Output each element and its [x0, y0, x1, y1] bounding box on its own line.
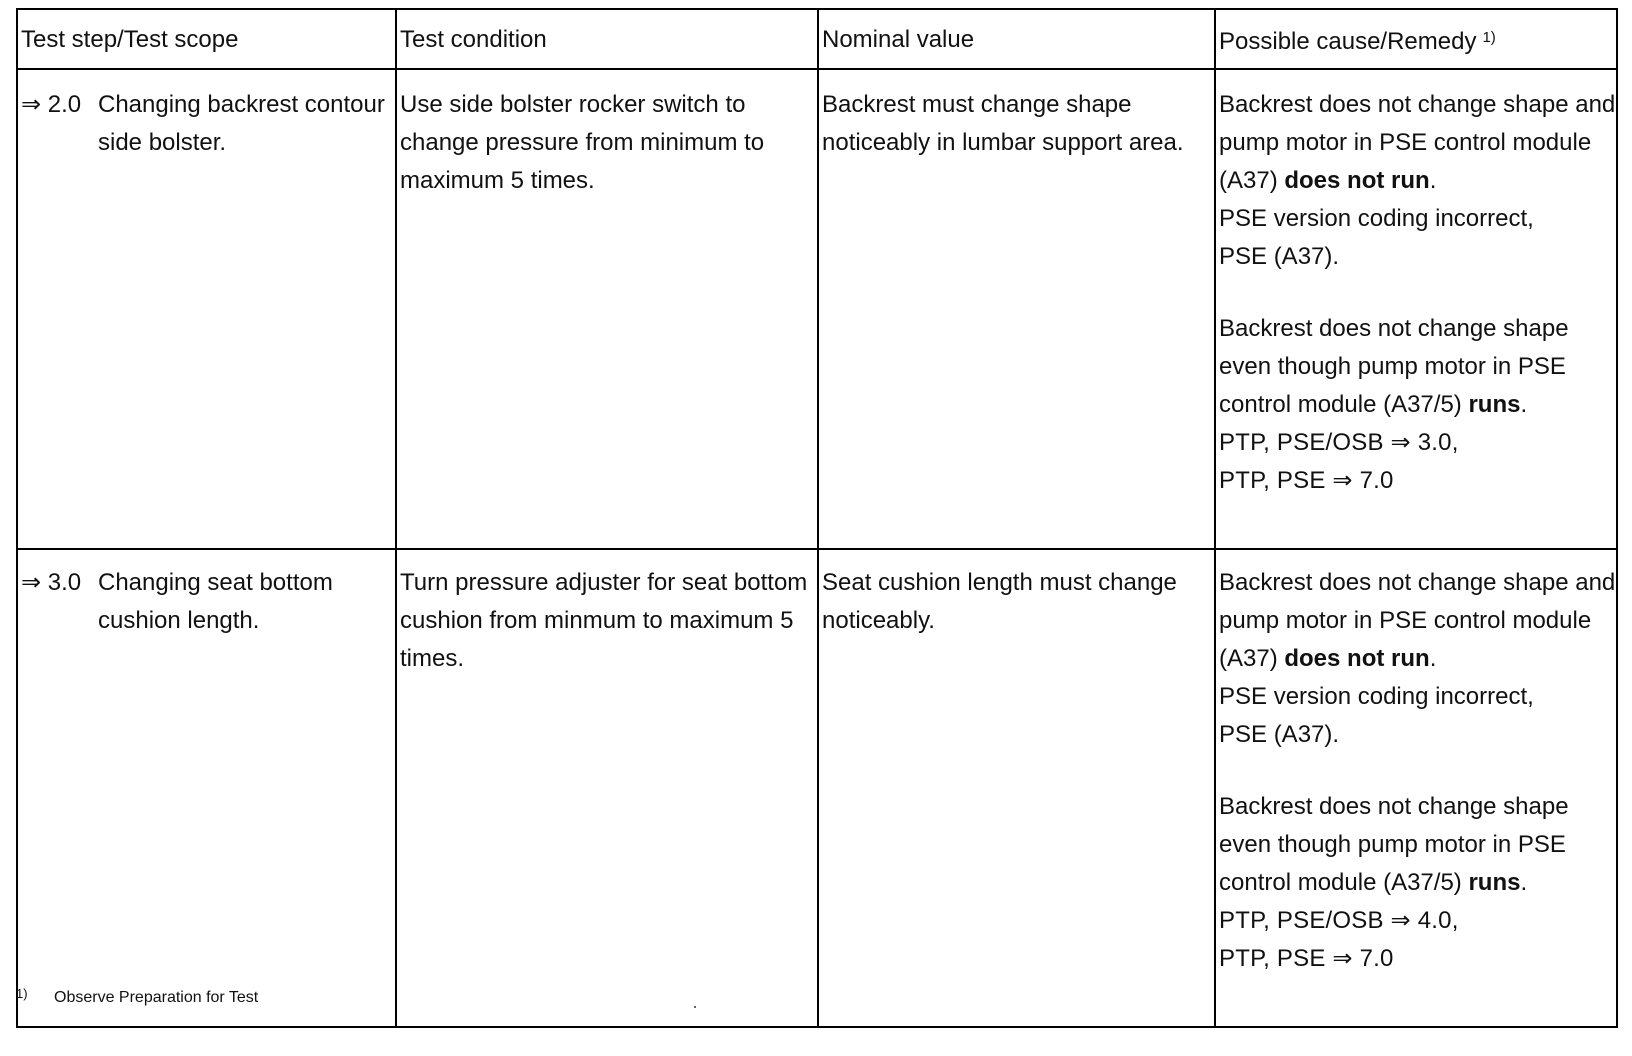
- footnote-text: Observe Preparation for Test: [54, 989, 259, 1006]
- remedy-emphasis: does not run: [1284, 645, 1430, 672]
- remedy-emphasis: runs: [1468, 391, 1521, 418]
- possible-cause-cell: [1215, 69, 1617, 549]
- remedy-reference: PTP, PSE ⇒ 7.0: [1219, 945, 1394, 972]
- remedy-end: .: [1520, 869, 1528, 896]
- remedy-block: [1219, 310, 1616, 500]
- footnote-mark: 1): [16, 986, 28, 1001]
- header-possible-cause-label: Possible cause/Remedy: [1219, 28, 1477, 55]
- test-procedure-document: [16, 8, 1616, 1028]
- header-footnote-mark: 1): [1482, 29, 1496, 46]
- step-number: ⇒ 3.0: [21, 569, 82, 596]
- header-possible-cause: [1215, 9, 1617, 69]
- remedy-end: .: [1520, 391, 1528, 418]
- remedy-intro: Backrest does not change shape and pump motor in PSE control module (A37): [1219, 91, 1616, 194]
- test-step: [21, 86, 395, 162]
- test-step-cell: [17, 69, 396, 549]
- test-condition-text: Turn pressure adjuster for seat bottom cushion from minmum to maximum 5 times.: [400, 569, 808, 672]
- header-test-step-label: Test step/Test scope: [21, 26, 239, 53]
- scan-speck: [694, 1006, 696, 1008]
- remedy-intro: Backrest does not change shape even though pump motor in PSE control module (A37/5): [1219, 315, 1569, 418]
- nominal-value-cell: [818, 549, 1215, 1027]
- step-number: ⇒ 2.0: [21, 91, 82, 118]
- table-row: [17, 69, 1617, 549]
- test-step: [21, 564, 395, 640]
- possible-cause-cell: [1215, 549, 1617, 1027]
- remedy-block: [1219, 86, 1616, 276]
- header-test-condition-label: Test condition: [400, 26, 547, 53]
- header-nominal-value-label: Nominal value: [822, 26, 975, 53]
- remedy-end: .: [1429, 645, 1437, 672]
- step-scope: Changing seat bottom cushion length.: [98, 569, 333, 634]
- header-test-step: [17, 9, 396, 69]
- footnote: [16, 984, 258, 1008]
- remedy-intro: Backrest does not change shape even though pump motor in PSE control module (A37/5): [1219, 793, 1569, 896]
- remedy-reference: PTP, PSE ⇒ 7.0: [1219, 467, 1394, 494]
- test-condition-cell: [396, 549, 818, 1027]
- remedy-block: [1219, 564, 1616, 754]
- remedy-line: PSE (A37).: [1219, 243, 1340, 270]
- header-row: [17, 9, 1617, 69]
- test-table: [16, 8, 1618, 1028]
- remedy-line: PSE (A37).: [1219, 721, 1340, 748]
- remedy-emphasis: runs: [1468, 869, 1521, 896]
- remedy-emphasis: does not run: [1284, 167, 1430, 194]
- test-condition-text: Use side bolster rocker switch to change pressure from minimum to maximum 5 times.: [400, 91, 765, 194]
- nominal-value-text: Backrest must change shape noticeably in lumbar support area.: [822, 91, 1184, 156]
- nominal-value-cell: [818, 69, 1215, 549]
- remedy-intro: Backrest does not change shape and pump motor in PSE control module (A37): [1219, 569, 1616, 672]
- remedy-reference: PTP, PSE/OSB ⇒ 4.0,: [1219, 907, 1459, 934]
- test-step-cell: [17, 549, 396, 1027]
- remedy-reference: PTP, PSE/OSB ⇒ 3.0,: [1219, 429, 1459, 456]
- remedy-end: .: [1429, 167, 1437, 194]
- remedy-block: [1219, 788, 1616, 978]
- remedy-line: PSE version coding incorrect,: [1219, 683, 1534, 710]
- test-condition-cell: [396, 69, 818, 549]
- nominal-value-text: Seat cushion length must change noticeably.: [822, 569, 1177, 634]
- step-scope: Changing backrest contour side bolster.: [98, 91, 385, 156]
- header-test-condition: [396, 9, 818, 69]
- table-row: [17, 549, 1617, 1027]
- header-nominal-value: [818, 9, 1215, 69]
- remedy-line: PSE version coding incorrect,: [1219, 205, 1534, 232]
